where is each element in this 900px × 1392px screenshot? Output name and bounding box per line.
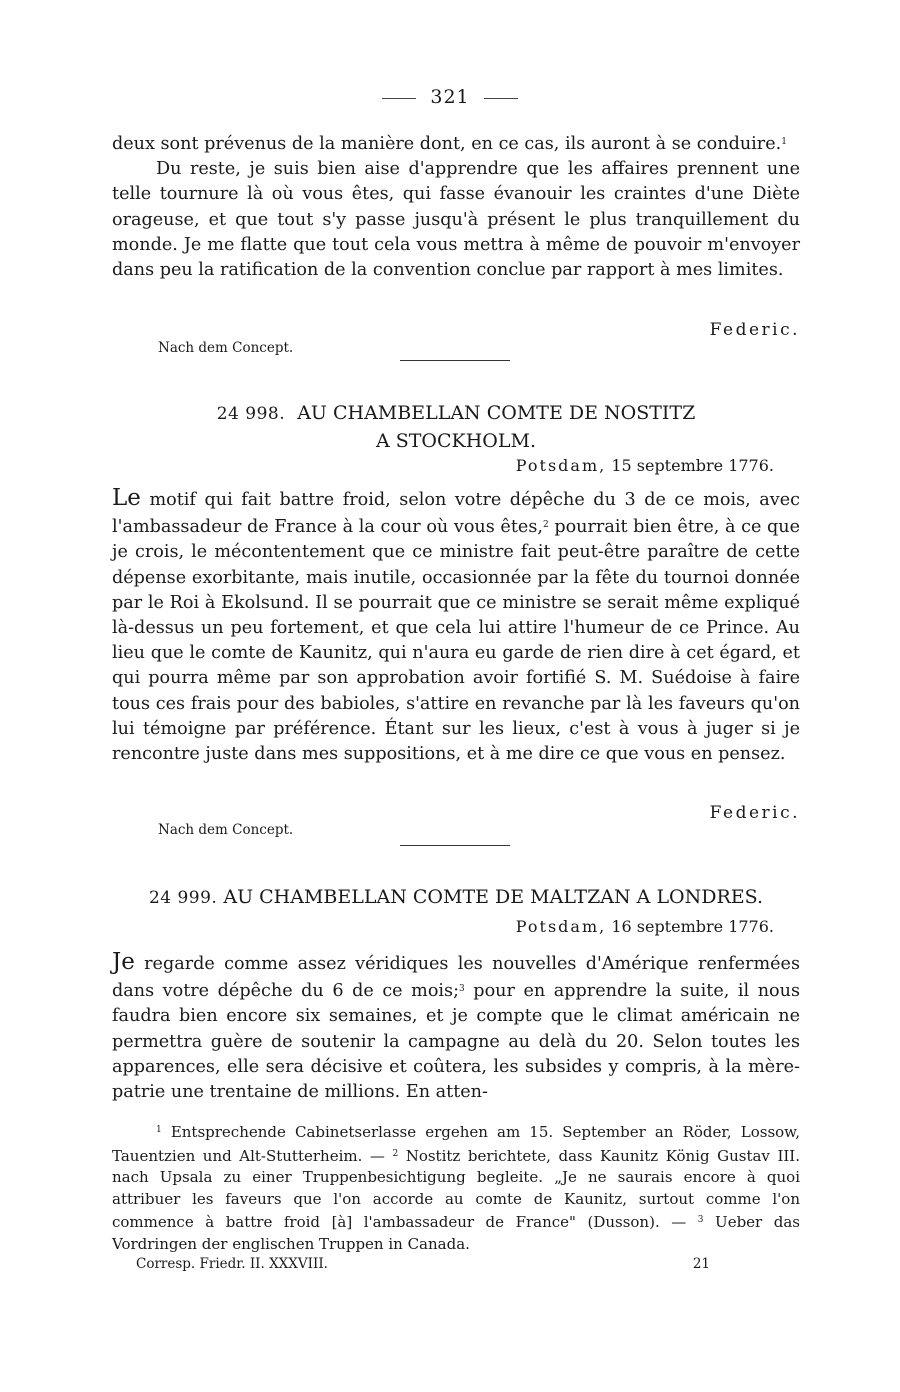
footnote-2-text: Nostitz berichtete, dass Kaunitz König Gustav III. nach Upsala zu einer Truppenbesichtigung begleite. „Je ne saurais encore à quoi attribuer les faveurs que l'on accorde au comte de Kaunitz, surtout comme l'on commence à battre froid [à] l'ambassadeur de France" (Dusson). — [112, 1146, 800, 1231]
intro-paragraph-1 [112, 130, 800, 157]
letter-1-text-a: motif qui fait battre froid, selon votre dépêche du 3 de ce mois, avec l'ambassadeur de France à la cour où vous êtes, [112, 490, 800, 538]
footnote-3-marker: 3 [697, 1215, 704, 1225]
letter-1-signature: Federic. [709, 803, 800, 823]
page-number-header [0, 86, 900, 108]
separator-rule-1 [400, 360, 510, 361]
letter-1-heading-line-2: A STOCKHOLM. [375, 430, 536, 452]
letter-2-date: 16 septembre 1776. [611, 917, 774, 936]
footer-title: Corresp. Friedr. II. XXXVIII. [136, 1256, 328, 1272]
letter-2-text-a: regarde comme assez véridiques les nouvelles d'Amérique renfermées dans votre dépêche du 6 de ce mois; [112, 954, 800, 1002]
footnote-marker-2: 2 [542, 520, 549, 531]
page-footer [136, 1256, 710, 1272]
letter-2-place: Potsdam, [515, 917, 607, 936]
letter-1-paragraph [112, 486, 800, 767]
footnote-2-marker: 2 [392, 1148, 399, 1159]
footnote-marker-1: 1 [781, 137, 787, 147]
letter-1-date: 15 septembre 1776. [611, 456, 774, 475]
page-number: 321 [430, 86, 470, 108]
letter-1-heading-line-1 [112, 400, 800, 428]
intro-text [112, 130, 800, 283]
letter-1-number: 24 998. [216, 404, 286, 424]
footnote-1-marker: 1 [156, 1125, 162, 1135]
letter-1-text-b: pourrait bien être, à ce que je crois, le mécontentement que ce ministre fait peut-être paraître de cette dépense exorbitante, mais inutile, occasionnée par la fête du tournoi donnée par le Roi à Ekolsund. Il se pourrait que ce ministre se serait même expliqué là-dessus un peu fortement, et que cela lui attire l'humeur de ce Prince. Au lieu que le comte de Kaunitz, qui n'aura eu garde de rien dire à cet égard, et qui pourra même par son approbation avoir fortifié S. M. Suédoise à faire tous ces frais pour des babioles, s'attire en revanche par là les faveurs qu'on lui témoigne par préférence. Étant sur les lieux, c'est à vous à juger si je rencontre juste dans mes suppositions, et à me dire ce que vous en pensez. [112, 517, 800, 765]
footer-sheet-number: 21 [692, 1256, 710, 1272]
letter-2-dateline [516, 917, 774, 936]
footnote-3-text: Ueber das Vordringen der englischen Truppen in Canada. [112, 1213, 800, 1253]
letter-2-recipient: AU CHAMBELLAN COMTE DE MALTZAN A LONDRES. [223, 886, 764, 908]
header-dash-left [382, 98, 416, 99]
letter-1-dropcap: Le [112, 485, 141, 511]
footnote-marker-3: 3 [459, 984, 465, 995]
letter-1-dateline [516, 456, 774, 475]
footnotes [112, 1120, 800, 1255]
letter-2-body [112, 950, 800, 1105]
letter-2-paragraph [112, 950, 800, 1105]
separator-rule-2 [400, 845, 510, 846]
letter-1-heading [112, 400, 800, 455]
letter-1-source-note: Nach dem Concept. [158, 822, 294, 838]
letter-1-body [112, 486, 800, 767]
letter-2-text-b: pour en apprendre la suite, il nous faudra bien encore six semaines, et je compte que le climat américain ne permettra guère de soutenir la campagne au delà du 20. Selon toutes les apparences, elle sera décisive et coûtera, les subsides y compris, à la mère-patrie une trentaine de millions. En atten- [112, 981, 800, 1103]
footnote-1-text: Entsprechende Cabinetserlasse ergehen am 15. September an Röder, Lossow, Tauentzien und Alt-Stutterheim. — [112, 1123, 800, 1165]
intro-paragraph-2: Du reste, je suis bien aise d'apprendre que les affaires prennent une telle tournure là où vous êtes, qui fasse évanouir les craintes d'une Diète orageuse, et que tout s'y passe jusqu'à présent le plus tranquillement du monde. Je me flatte que tout cela vous mettra à même de pouvoir m'envoyer dans peu la ratification de la convention conclue par rapport à mes limites. [112, 159, 800, 281]
intro-signature: Federic. [709, 320, 800, 340]
intro-paragraph-1-text: deux sont prévenus de la manière dont, en ce cas, ils auront à se conduire. [112, 134, 782, 154]
intro-source-note: Nach dem Concept. [158, 340, 294, 356]
letter-2-dropcap: Je [112, 949, 135, 975]
letter-2-number: 24 999. [148, 888, 218, 908]
letter-1-place: Potsdam, [515, 456, 607, 475]
letter-1-recipient: AU CHAMBELLAN COMTE DE NOSTITZ [297, 402, 696, 424]
header-dash-right [484, 98, 518, 99]
footnotes-paragraph [112, 1120, 800, 1255]
letter-2-heading [112, 884, 800, 912]
